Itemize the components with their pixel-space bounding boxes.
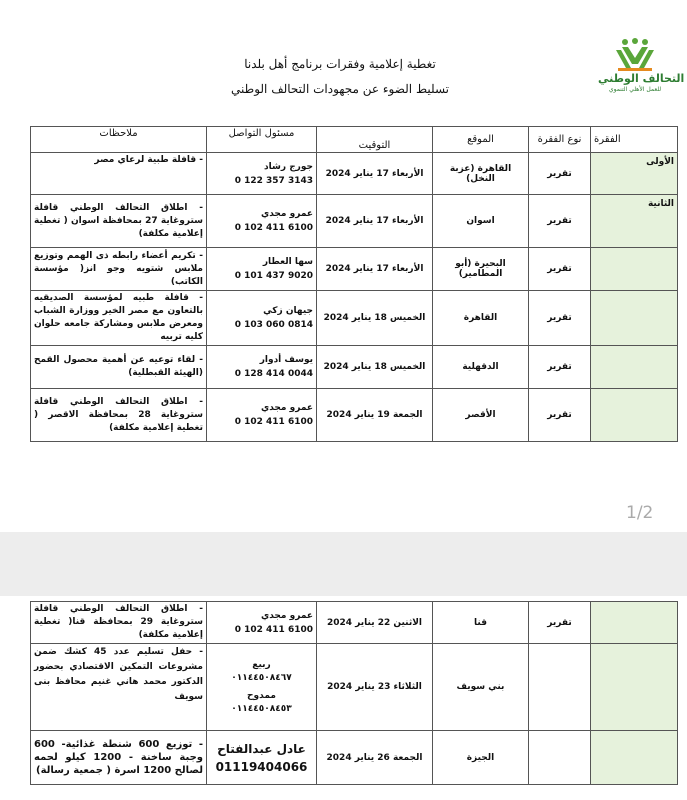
- contact-phone: 0 102 411 6100: [234, 223, 313, 233]
- row-paragraph: [591, 644, 678, 731]
- row-contact: [207, 602, 317, 644]
- schedule-table-continued: [30, 601, 678, 785]
- row-contact: [207, 346, 317, 389]
- contact-phone: 0 102 411 6100: [234, 417, 313, 427]
- table-row: [31, 153, 678, 195]
- row-time: الاثنين 22 يناير 2024: [317, 602, 433, 644]
- logo-title: التحالف الوطني: [598, 72, 685, 85]
- row-notes: - تكريم أعضاء رابطه ذى الهمم وتوزيع ملابس شتويه وجو انز( مؤسسة الكاتب): [31, 248, 207, 291]
- contact-phone: 0 102 411 6100: [234, 624, 313, 635]
- row-notes: - حفل تسليم عدد 45 كشك ضمن مشروعات التمكين الاقتصادي بحضور الدكتور محمد هاني غنيم محافظ بنى سويف: [31, 644, 207, 731]
- page-separator: [0, 532, 687, 596]
- row-time: الأربعاء 17 يناير 2024: [317, 153, 433, 195]
- row-paragraph: الأولى: [591, 153, 678, 195]
- row-location: الجيزة: [433, 731, 529, 785]
- row-notes: - قافلة طبيه لمؤسسة الصديقيه بالتعاون مع مصر الخير ووزارة الشباب ومعرض ملابس ومشاركة جامعه حلوان كليه تربيه: [31, 291, 207, 346]
- table-row: [31, 731, 678, 785]
- row-type: [529, 731, 591, 785]
- row-type: تقرير: [529, 195, 591, 248]
- row-notes: - اطلاق التحالف الوطني قافلة ستروغاية 27 بمحافظة اسوان ( تغطية إعلامية مكلفة): [31, 195, 207, 248]
- row-location: اسوان: [433, 195, 529, 248]
- row-contact: [207, 644, 317, 731]
- row-time: الجمعة 19 يناير 2024: [317, 389, 433, 442]
- row-type: تقرير: [529, 346, 591, 389]
- row-location: البحيرة (أبو المطامير): [433, 248, 529, 291]
- table-row: [31, 602, 678, 644]
- row-location: قنا: [433, 602, 529, 644]
- row-paragraph: [591, 389, 678, 442]
- row-contact: [207, 195, 317, 248]
- row-notes: - اطلاق التحالف الوطني قافلة ستروغاية 28 بمحافظة الاقصر ( تغطية إعلامية مكلفة): [31, 389, 207, 442]
- row-notes: - لقاء توعيه عن أهمية محصول القمح (الهيئة القبطلية): [31, 346, 207, 389]
- logo-mark-icon: [598, 38, 672, 72]
- document-subtitle: تسليط الضوء عن مجهودات التحالف الوطني: [231, 82, 449, 96]
- header-time: التوقيت: [317, 127, 433, 153]
- row-time: الخميس 18 يناير 2024: [317, 346, 433, 389]
- row-notes: - توزيع 600 شنطة غذائية- 600 وجبة ساخنة - 1200 كيلو لحمه لصالح 1200 اسرة ( جمعية رسالة): [31, 731, 207, 785]
- contact-phone: 0 103 060 0814: [234, 320, 313, 330]
- header-type: نوع الفقرة: [529, 127, 591, 153]
- row-contact: [207, 248, 317, 291]
- header-contact: مسئول التواصل: [207, 127, 317, 153]
- row-type: [529, 644, 591, 731]
- contact-phone: 0 128 414 0044: [234, 369, 313, 379]
- row-contact: [207, 153, 317, 195]
- row-location: القاهرة (عزبة النخل): [433, 153, 529, 195]
- row-type: تقرير: [529, 153, 591, 195]
- row-time: الأربعاء 17 يناير 2024: [317, 195, 433, 248]
- contact-name: عمرو مجدي: [260, 610, 313, 621]
- contact-phone: 0 122 357 3143: [234, 175, 313, 186]
- table-row: [31, 195, 678, 248]
- row-time: الجمعة 26 يناير 2024: [317, 731, 433, 785]
- row-contact: [207, 389, 317, 442]
- header-notes: ملاحظات: [31, 127, 207, 153]
- table-row: [31, 291, 678, 346]
- row-type: تقرير: [529, 248, 591, 291]
- contact-name: عمرو مجدي: [260, 403, 313, 413]
- row-location: الدقهلية: [433, 346, 529, 389]
- contact-name: جيهان زكي: [263, 306, 313, 316]
- contact-name-2: ممدوح: [247, 691, 276, 701]
- row-paragraph: [591, 291, 678, 346]
- row-contact: [207, 731, 317, 785]
- row-notes: - قافلة طبية لرعاي مصر: [31, 153, 207, 195]
- contact-name: ربيع: [252, 660, 271, 670]
- document-page-2: [0, 596, 687, 800]
- document-title: تغطية إعلامية وفقرات برنامج أهل بلدنا: [244, 57, 436, 71]
- row-time: الثلاثاء 23 يناير 2024: [317, 644, 433, 731]
- contact-phone: ٠١١٤٤٥٠٨٤٦٧: [231, 673, 292, 683]
- row-paragraph: [591, 731, 678, 785]
- contact-name: سها العطار: [262, 257, 313, 267]
- logo-subtitle: للعمل الأهلي التنموي: [608, 86, 662, 93]
- contact-phone-2: ٠١١٤٤٥٠٨٤٥٣: [231, 704, 292, 714]
- row-paragraph: [591, 248, 678, 291]
- contact-name: يوسف أدوار: [259, 355, 313, 365]
- row-type: تقرير: [529, 602, 591, 644]
- contact-phone: 01119404066: [215, 759, 308, 774]
- header-paragraph: الفقرة: [591, 127, 678, 153]
- row-type: تقرير: [529, 291, 591, 346]
- row-contact: [207, 291, 317, 346]
- table-row: [31, 248, 678, 291]
- table-header-row: [31, 127, 678, 153]
- contact-name: جورج رشاد: [264, 161, 313, 172]
- alliance-logo: [598, 38, 685, 98]
- schedule-table: [30, 126, 678, 442]
- row-location: الأقصر: [433, 389, 529, 442]
- row-location: القاهرة: [433, 291, 529, 346]
- table-row: [31, 346, 678, 389]
- contact-name: عادل عبدالفتاح: [217, 741, 306, 756]
- row-paragraph: [591, 346, 678, 389]
- row-paragraph: [591, 602, 678, 644]
- table-row: [31, 644, 678, 731]
- row-notes: - اطلاق التحالف الوطني قافلة ستروغاية 29 بمحافظة قنا( تغطية إعلامية مكلفة): [31, 602, 207, 644]
- table-row: [31, 389, 678, 442]
- row-paragraph: الثانية: [591, 195, 678, 248]
- row-location: بني سويف: [433, 644, 529, 731]
- row-time: الأربعاء 17 يناير 2024: [317, 248, 433, 291]
- row-time: الخميس 18 يناير 2024: [317, 291, 433, 346]
- row-type: تقرير: [529, 389, 591, 442]
- page-indicator: 1/2: [626, 503, 654, 523]
- header-location: الموقع: [433, 127, 529, 153]
- contact-name: عمرو مجدي: [260, 209, 313, 219]
- contact-phone: 0 101 437 9020: [234, 271, 313, 281]
